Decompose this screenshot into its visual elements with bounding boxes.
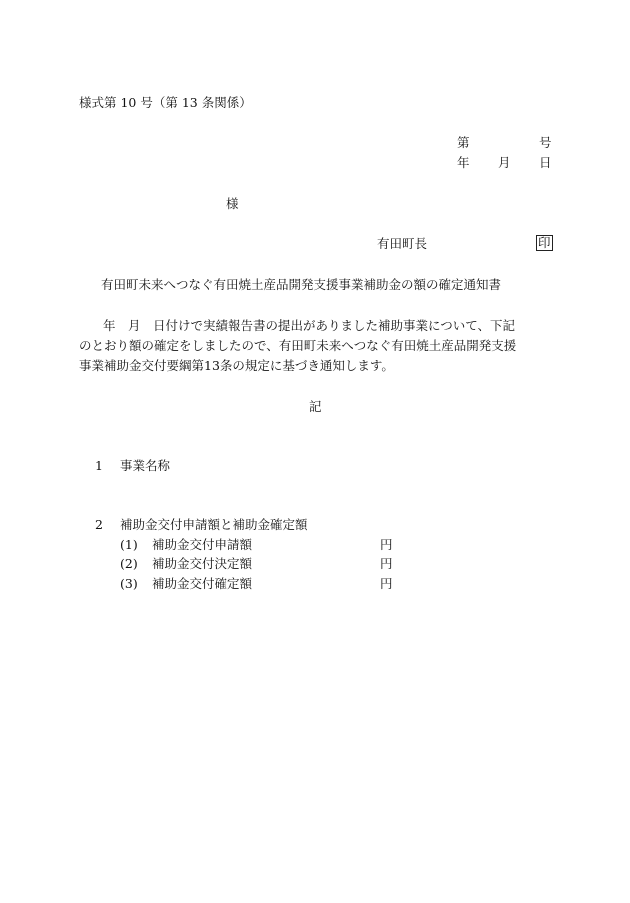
- body-line-2: のとおり額の確定をしましたので、有田町未来へつなぐ有田焼土産品開発支援: [79, 338, 517, 353]
- subitem-2-unit: 円: [380, 556, 393, 571]
- item-2-number: 2: [95, 517, 103, 532]
- seal-icon: 印: [538, 235, 551, 250]
- item-1-label: 事業名称: [120, 458, 171, 473]
- seal-mark: [536, 235, 553, 251]
- date-day: 日: [539, 155, 552, 170]
- subitem-1-number: (1): [120, 537, 138, 552]
- form-label: 様式第 10 号（第 13 条関係）: [79, 95, 252, 110]
- subitem-1-unit: 円: [380, 537, 393, 552]
- subitem-3-unit: 円: [380, 576, 393, 591]
- sender-name: 有田町長: [377, 236, 428, 251]
- addressee-honorific: 様: [226, 196, 239, 211]
- subitem-3-label: 補助金交付確定額: [152, 576, 253, 591]
- date-year: 年: [457, 155, 470, 170]
- date-month: 月: [498, 155, 511, 170]
- item-1-number: 1: [95, 458, 103, 473]
- subitem-3-number: (3): [120, 576, 138, 591]
- doc-number-go: 号: [539, 135, 552, 150]
- doc-number-dai: 第: [457, 135, 470, 150]
- body-line-3: 事業補助金交付要綱第13条の規定に基づき通知します。: [79, 358, 394, 373]
- ki-heading: 記: [309, 399, 322, 414]
- subitem-2-number: (2): [120, 556, 138, 571]
- subitem-2-label: 補助金交付決定額: [152, 556, 253, 571]
- body-line-1: 年 月 日付けで実績報告書の提出がありました補助事業について、下記: [103, 318, 516, 333]
- subitem-1-label: 補助金交付申請額: [152, 537, 253, 552]
- item-2-label: 補助金交付申請額と補助金確定額: [120, 517, 308, 532]
- document-title: 有田町未来へつなぐ有田焼土産品開発支援事業補助金の額の確定通知書: [101, 277, 502, 292]
